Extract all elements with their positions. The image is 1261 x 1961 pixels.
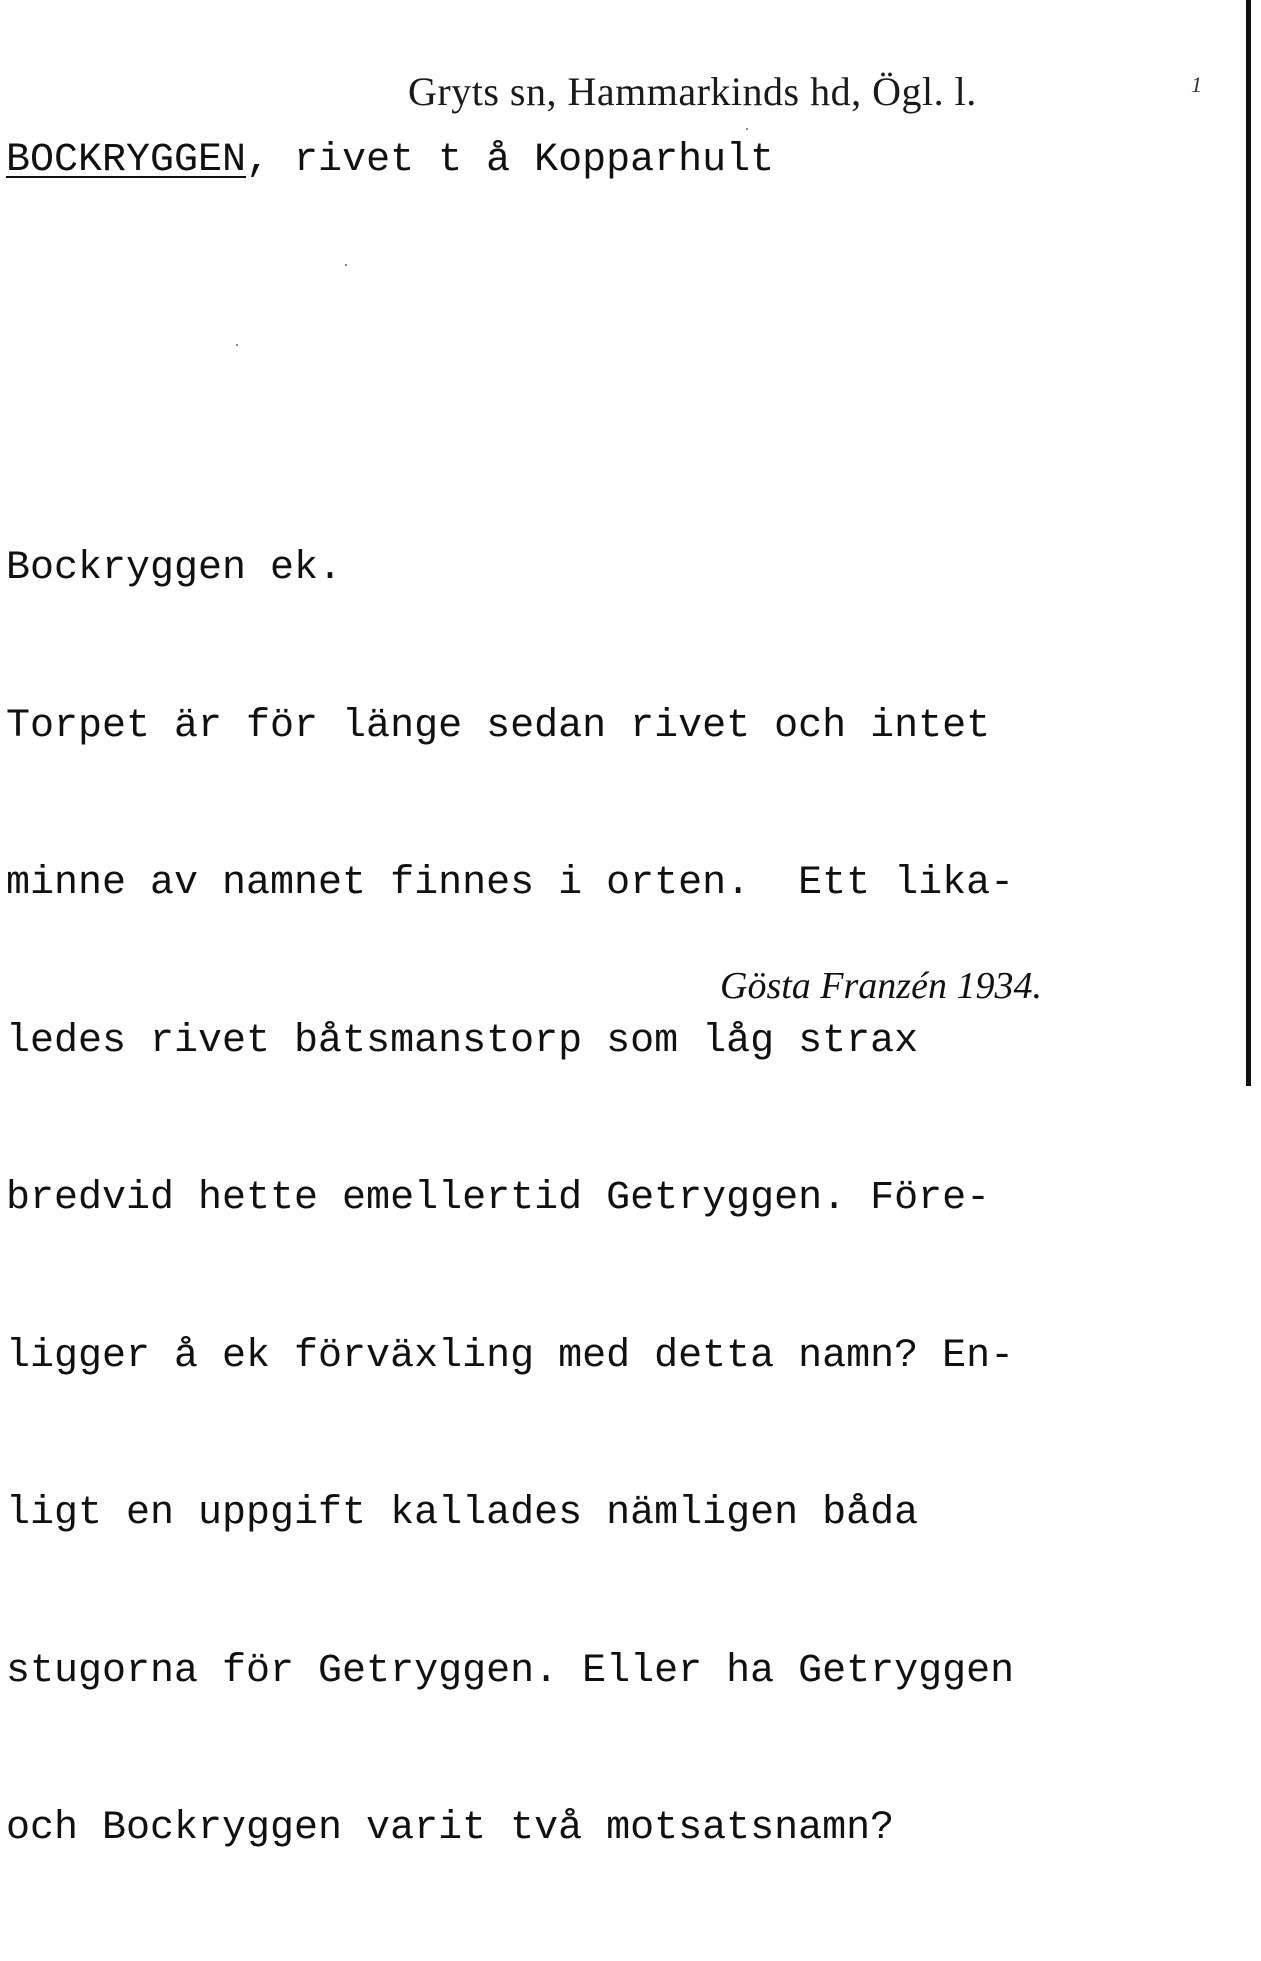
body-line: ligt en uppgift kallades nämligen båda: [6, 1491, 919, 1536]
body-line: Torpet är för länge sedan rivet och intet: [6, 703, 991, 749]
body-line: ligger å ek förväxling med detta namn? En-: [6, 1333, 1015, 1379]
signature: Gösta Franzén 1934.: [720, 965, 1042, 1007]
location-line: Gryts sn, Hammarkinds hd, Ögl. l.: [408, 69, 977, 114]
entry-heading-rest: , rivet t å Kopparhult: [246, 138, 775, 183]
entry-body: [6, 438, 1014, 1961]
card-edge-border: [1246, 0, 1251, 1086]
scan-speck: [345, 264, 347, 266]
body-line: och Bockryggen varit två motsatsnamn?: [6, 1806, 895, 1851]
entry-heading: [6, 138, 774, 183]
entry-name: BOCKRYGGEN: [6, 138, 247, 183]
body-line: bredvid hette emellertid Getryggen. Före-: [6, 1176, 991, 1221]
body-line: minne av namnet finnes i orten. Ett lika-: [6, 861, 1015, 906]
handwritten-mark: 1: [1191, 72, 1202, 97]
body-line: stugorna för Getryggen. Eller ha Getryggen: [6, 1648, 1015, 1694]
body-line: Bockryggen ek.: [6, 546, 343, 591]
scan-speck: [746, 128, 748, 130]
body-line: ledes rivet båtsmanstorp som låg strax: [6, 1018, 919, 1064]
scan-speck: [236, 344, 238, 346]
